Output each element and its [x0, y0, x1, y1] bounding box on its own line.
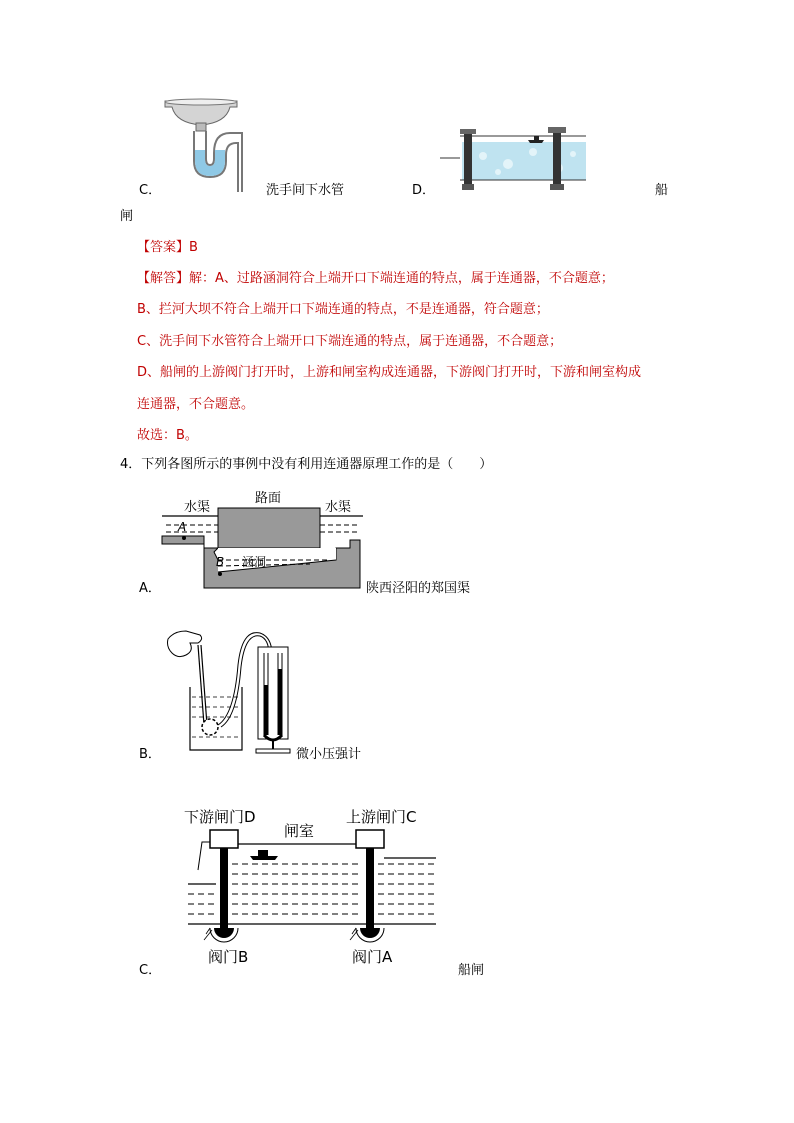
prev-option-d-letter: D．	[412, 183, 436, 198]
answer-value: B	[189, 240, 198, 255]
sink-drain-pipe-figure	[160, 95, 245, 195]
analysis-line-4: D、船闸的上游阀门打开时，上游和闸室构成连通器，下游阀门打开时，下游和闸室构成	[137, 365, 642, 380]
prev-option-c-caption: 洗手间下水管	[266, 183, 345, 198]
prev-option-d-caption-line1: 船	[655, 183, 669, 198]
analysis-line-6: 故选：B。	[137, 428, 198, 443]
analysis-text-1: 解：A、过路涵洞符合上端开口下端连通的特点，属于连通器，不合题意；	[189, 271, 614, 286]
answer-line	[137, 239, 198, 257]
label-point-a: A	[178, 520, 187, 534]
analysis-line-2: B、拦河大坝不符合上端开口下端连通的特点，不是连通器，符合题意；	[137, 302, 549, 317]
question-4-stem: 4．下列各图所示的事例中没有利用连通器原理工作的是（ ）	[120, 457, 493, 472]
analysis-line-5: 连通器，不合题意。	[137, 397, 255, 412]
analysis-label: 【解答】	[137, 271, 190, 286]
label-culvert: 涵洞	[242, 555, 267, 569]
q4-option-a-caption: 陕西泾阳的郑国渠	[366, 581, 471, 596]
ship-lock-diagram	[180, 800, 440, 970]
q4-option-b-caption: 微小压强计	[296, 747, 362, 762]
prev-option-d-caption-line2: 闸	[120, 209, 134, 224]
label-down-gate: 下游闸门D	[184, 808, 256, 826]
q4-option-a-letter: A．	[139, 581, 161, 596]
culvert-figure	[160, 488, 365, 593]
prev-option-c-letter: C．	[139, 183, 162, 198]
answer-label: 【答案】	[137, 240, 190, 255]
label-up-gate: 上游闸门C	[346, 808, 417, 826]
label-road: 路面	[255, 491, 282, 506]
label-valve-a: 阀门A	[352, 948, 393, 966]
ship-lock-figure-small	[438, 124, 588, 194]
q4-option-b-letter: B．	[139, 747, 161, 762]
analysis-line-3: C、洗手间下水管符合上端开口下端连通的特点，属于连通器，不合题意；	[137, 334, 563, 349]
analysis-line-1	[137, 270, 614, 288]
label-left-channel: 水渠	[184, 500, 211, 515]
q4-option-c-letter: C．	[139, 963, 162, 978]
label-valve-b: 阀门B	[208, 948, 249, 966]
label-right-channel: 水渠	[325, 500, 352, 515]
label-chamber: 闸室	[284, 822, 315, 840]
label-point-b: B	[216, 555, 225, 569]
pressure-gauge-figure	[160, 625, 300, 760]
q4-option-c-caption: 船闸	[458, 963, 485, 978]
